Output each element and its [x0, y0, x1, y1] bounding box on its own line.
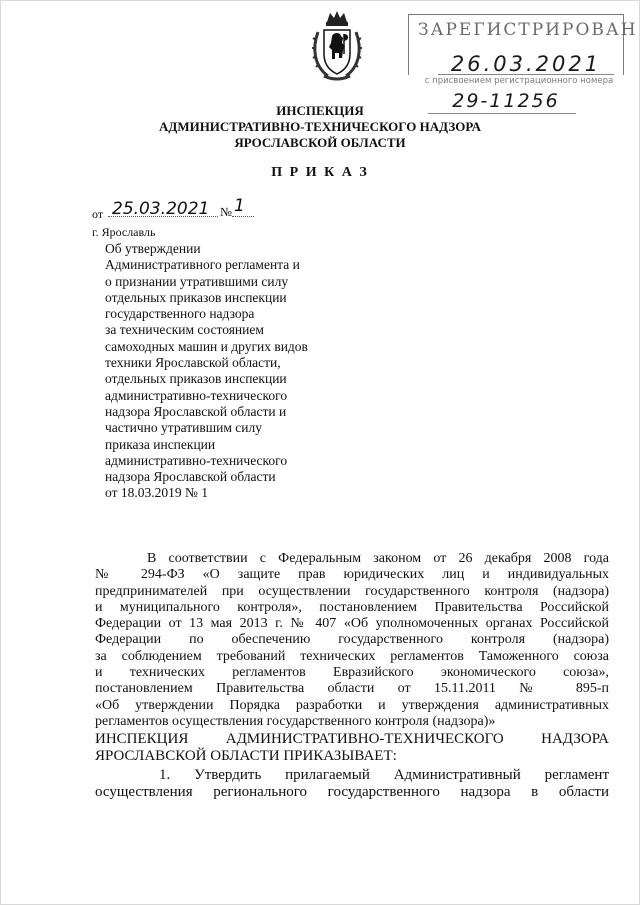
preamble-line: В соответствии с Федеральным законом от 26 декабря 2008 года — [147, 551, 609, 566]
order-city: г. Ярославль — [92, 225, 156, 239]
header-agency-line2: АДМИНИСТРАТИВНО-ТЕХНИЧЕСКОГО НАДЗОРА — [158, 119, 481, 134]
preamble-paragraph — [95, 551, 609, 730]
order-date-handwritten: 25.03.2021 — [112, 199, 210, 219]
item-1-paragraph — [95, 767, 609, 801]
preamble-line: за соблюдением требований технических регламентов Таможенного союза — [95, 648, 609, 664]
order-date-line — [108, 216, 218, 217]
subject-line: надзора Ярославской области — [105, 469, 276, 485]
preamble-line: предпринимателей при осуществлении государственного контроля (надзора) — [95, 583, 609, 599]
item-1-line: 1. Утвердить прилагаемый Административный регламент — [159, 767, 609, 783]
subject-line: техники Ярославской области, — [105, 355, 281, 371]
order-number-prefix: № — [220, 205, 232, 219]
stamp-number: 29-11256 — [452, 90, 560, 112]
stamp-date: 26.03.2021 — [450, 52, 602, 76]
decree-heading — [95, 731, 609, 765]
stamp-note: с присвоением регистрационного номера — [424, 76, 614, 86]
order-number-handwritten: 1 — [234, 196, 245, 216]
subject-line: административно-технического — [105, 452, 288, 468]
decree-line: ЯРОСЛАВСКОЙ ОБЛАСТИ ПРИКАЗЫВАЕТ: — [95, 748, 397, 764]
preamble-line: Федерации от 13 мая 2013 г. № 407 «Об уполномоченных органах Российской — [95, 616, 609, 632]
order-number-line — [232, 216, 254, 217]
subject-line: надзора Ярославской области и — [105, 403, 287, 419]
stamp-date-line — [438, 74, 614, 75]
preamble-line: и муниципального контроля», постановлением Правительства Российской — [95, 599, 609, 615]
preamble-line: постановлением Правительства области от 15.11.2011 № 895-п — [95, 681, 609, 697]
preamble-line: № 294-ФЗ «О защите прав юридических лиц и индивидуальных — [95, 567, 609, 583]
preamble-line: и технических регламентов Евразийского экономического союза», — [95, 665, 609, 681]
subject-line: о признании утратившими силу — [105, 273, 289, 289]
decree-line: ИНСПЕКЦИЯ АДМИНИСТРАТИВНО-ТЕХНИЧЕСКОГО НАДЗОРА — [95, 731, 609, 747]
order-date-prefix: от — [92, 207, 104, 221]
subject-line: частично утратившим силу — [105, 420, 262, 436]
stamp-title: ЗАРЕГИСТРИРОВАН — [418, 20, 638, 40]
subject-line: отдельных приказов инспекции — [105, 371, 287, 387]
subject-line: государственного надзора — [105, 306, 255, 322]
subject-line: Об утверждении — [105, 241, 201, 256]
preamble-line: регламентов осуществления государственного контроля (надзора)» — [95, 713, 496, 729]
preamble-line: Федерации по обеспечению государственного контроля (надзора) — [95, 632, 609, 648]
order-subject — [105, 241, 365, 502]
subject-line: самоходных машин и других видов — [105, 338, 308, 354]
document-type-title: П Р И К А З — [271, 165, 369, 180]
header-agency-line1: ИНСПЕКЦИЯ — [276, 103, 364, 118]
item-1-line: осуществления регионального государственного надзора в области — [95, 784, 609, 800]
yaroslavl-coat-of-arms-icon — [310, 10, 364, 84]
subject-line: за техническим состоянием — [105, 322, 264, 338]
subject-line: от 18.03.2019 № 1 — [105, 485, 208, 501]
subject-line: Административного регламента и — [105, 257, 300, 273]
preamble-line: «Об утверждении Порядка разработки и утверждения административных — [95, 697, 609, 713]
subject-line: административно-технического — [105, 387, 288, 403]
header-agency-line3: ЯРОСЛАВСКОЙ ОБЛАСТИ — [234, 135, 406, 150]
subject-line: отдельных приказов инспекции — [105, 289, 287, 305]
subject-line: приказа инспекции — [105, 436, 216, 452]
